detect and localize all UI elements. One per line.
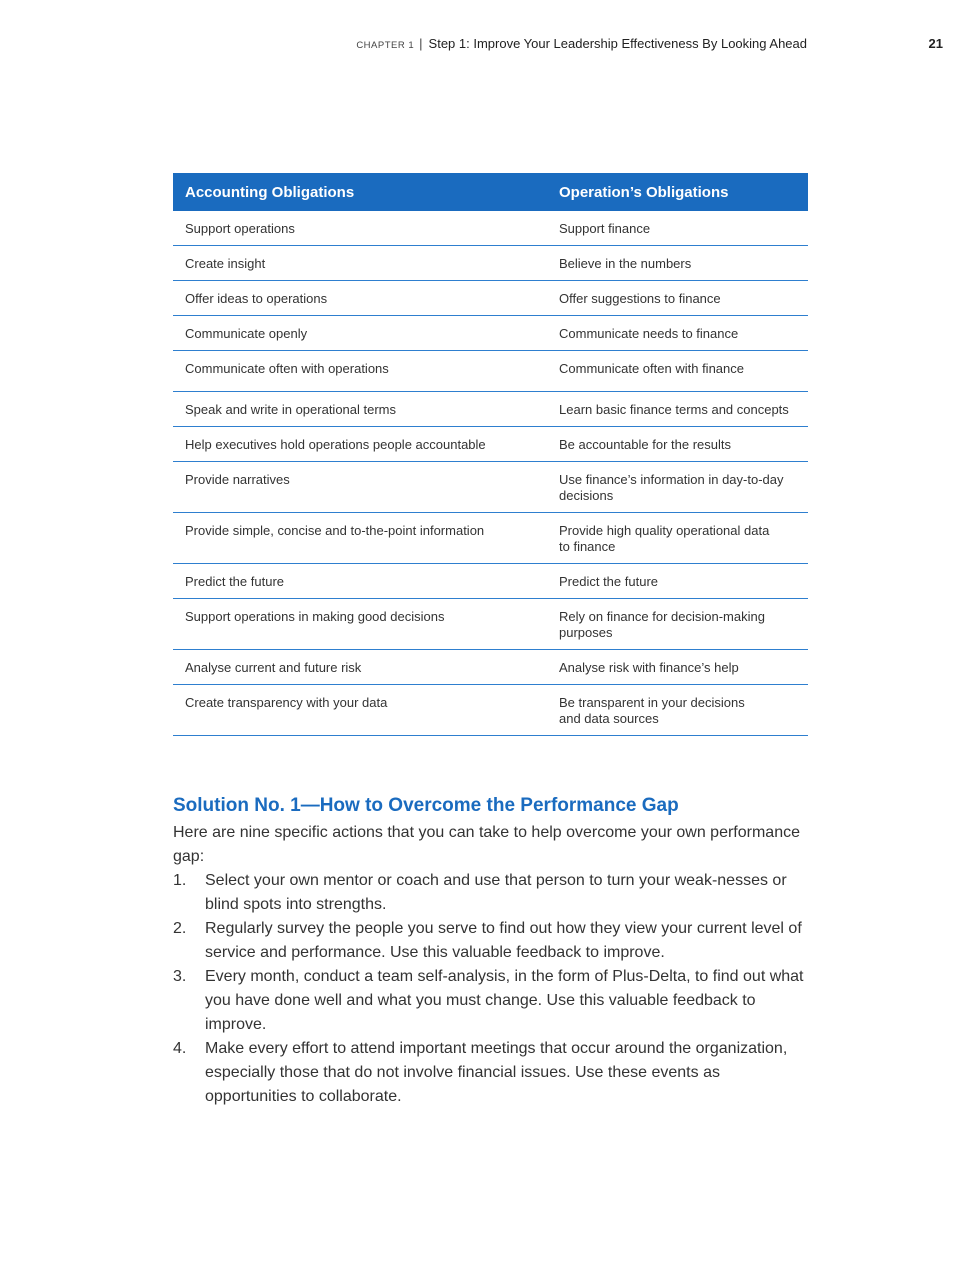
table-cell: Communicate needs to finance xyxy=(547,316,808,351)
table-cell: Communicate openly xyxy=(173,316,547,351)
table-row xyxy=(173,392,808,427)
table-cell: Create insight xyxy=(173,246,547,281)
list-item xyxy=(173,869,813,917)
running-header xyxy=(0,36,979,52)
table-cell: Help executives hold operations people accountable xyxy=(173,427,547,462)
table-cell: Offer ideas to operations xyxy=(173,281,547,316)
table-cell: Provide narratives xyxy=(173,462,547,513)
table-cell: Support operations in making good decisions xyxy=(173,599,547,650)
table-cell: Support finance xyxy=(547,211,808,246)
list-number: 1. xyxy=(173,872,187,889)
table-row xyxy=(173,246,808,281)
table-cell: Use finance’s information in day-to-day decisions xyxy=(547,462,808,513)
list-item xyxy=(173,1037,813,1109)
table-cell: Be accountable for the results xyxy=(547,427,808,462)
table-row xyxy=(173,599,808,650)
table-row xyxy=(173,650,808,685)
table-cell: Analyse risk with finance’s help xyxy=(547,650,808,685)
table-cell: Communicate often with finance xyxy=(547,351,808,392)
table-cell: Support operations xyxy=(173,211,547,246)
table-cell: Predict the future xyxy=(173,564,547,599)
chapter-heading xyxy=(356,36,807,51)
table-cell: Analyse current and future risk xyxy=(173,650,547,685)
chapter-label: CHAPTER 1 xyxy=(356,40,415,51)
table-cell: Believe in the numbers xyxy=(547,246,808,281)
page-number: 21 xyxy=(928,36,943,51)
table-cell: Offer suggestions to finance xyxy=(547,281,808,316)
table-cell: Provide high quality operational data to finance xyxy=(547,513,808,564)
action-list xyxy=(173,869,813,1109)
section-intro: Here are nine specific actions that you can take to help overcome your own performance gap: xyxy=(173,824,800,865)
table-cell: Create transparency with your data xyxy=(173,685,547,736)
table-cell: Speak and write in operational terms xyxy=(173,392,547,427)
table-cell: Provide simple, concise and to-the-point information xyxy=(173,513,547,564)
column-header-accounting: Accounting Obligations xyxy=(173,173,547,211)
list-text: Make every effort to attend important meetings that occur around the organization, especially those that do not involve financial issues. Use these events as opportunities to collaborate. xyxy=(205,1040,788,1105)
table-cell: Be transparent in your decisions and data sources xyxy=(547,685,808,736)
table-cell: Predict the future xyxy=(547,564,808,599)
table-cell: Communicate often with operations xyxy=(173,351,547,392)
obligations-table xyxy=(173,173,808,736)
list-number: 3. xyxy=(173,968,187,985)
header-separator: | xyxy=(419,36,423,51)
table-row xyxy=(173,211,808,246)
chapter-title: Step 1: Improve Your Leadership Effectiveness By Looking Ahead xyxy=(428,36,807,51)
column-header-operations: Operation’s Obligations xyxy=(547,173,808,211)
list-text: Every month, conduct a team self-analysis, in the form of Plus-Delta, to find out what you have done well and what you must change. Use this valuable feedback to improve. xyxy=(205,968,804,1033)
table-row xyxy=(173,564,808,599)
section-heading: Solution No. 1—How to Overcome the Performance Gap xyxy=(173,795,679,816)
table-row xyxy=(173,513,808,564)
table-row xyxy=(173,462,808,513)
list-item xyxy=(173,965,813,1037)
table-row xyxy=(173,685,808,736)
list-number: 4. xyxy=(173,1040,187,1057)
table-cell: Learn basic finance terms and concepts xyxy=(547,392,808,427)
table-row xyxy=(173,351,808,392)
list-text: Select your own mentor or coach and use that person to turn your weak-nesses or blind spots into strengths. xyxy=(205,872,787,913)
list-number: 2. xyxy=(173,920,187,937)
solution-section xyxy=(173,794,813,1109)
list-text: Regularly survey the people you serve to find out how they view your current level of service and performance. Use this valuable feedback to improve. xyxy=(205,920,802,961)
table-cell: Rely on finance for decision-making purposes xyxy=(547,599,808,650)
list-item xyxy=(173,917,813,965)
table-header-row xyxy=(173,173,808,211)
table-row xyxy=(173,281,808,316)
table-row xyxy=(173,427,808,462)
table-row xyxy=(173,316,808,351)
